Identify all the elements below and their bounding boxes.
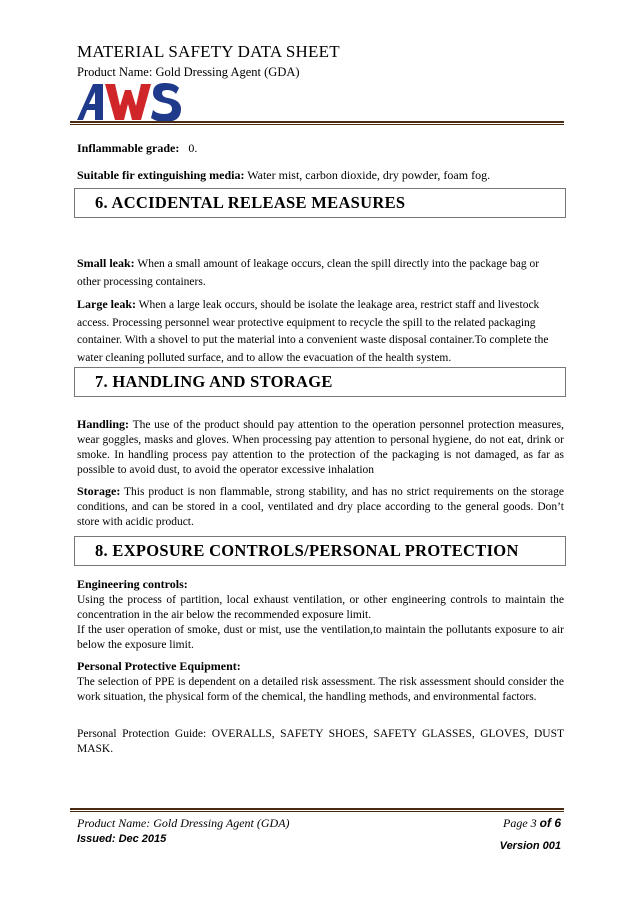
storage-paragraph <box>77 484 564 530</box>
extinguishing-media-label: Suitable fir extinguishing media: <box>77 168 245 182</box>
footer-page-prefix: Page 3 <box>503 816 537 830</box>
footer-version: Version 001 <box>499 840 561 852</box>
small-leak-label: Small leak: <box>77 256 135 270</box>
engineering-controls-block <box>77 577 564 653</box>
footer-rule <box>70 808 564 810</box>
section-6-heading <box>74 188 566 218</box>
engineering-controls-text-1: Using the process of partition, local exhaust ventilation, or other engineering controls to maintain the concentration in the air below the recommended exposure limit. <box>77 594 564 621</box>
footer-rule-thin <box>70 811 564 812</box>
small-leak-paragraph <box>77 255 564 291</box>
large-leak-text: When a large leak occurs, should be isolate the leakage area, restrict staff and livestock access. Processing personnel wear protective equipment to recycle the spill to the related packaging container. With a shovel to put the material into a convenient waste disposal container.To complete the water cleaning polluted surface, and to allow the evacuation of the health system. <box>77 299 549 364</box>
footer-page-suffix: of 6 <box>539 816 561 830</box>
document-title: MATERIAL SAFETY DATA SHEET <box>77 42 340 61</box>
footer-issued-date: Issued: Dec 2015 <box>77 833 167 845</box>
extinguishing-media-value: Water mist, carbon dioxide, dry powder, foam fog. <box>247 168 491 182</box>
section-6-title: 6. ACCIDENTAL RELEASE MEASURES <box>95 193 406 212</box>
header-rule-thin <box>70 124 564 125</box>
protection-guide: Personal Protection Guide: OVERALLS, SAFETY SHOES, SAFETY GLASSES, GLOVES, DUST MASK. <box>77 728 564 755</box>
engineering-controls-label: Engineering controls: <box>77 577 188 591</box>
engineering-controls-text-2: If the user operation of smoke, dust or mist, use the ventilation,to maintain the pollutants exposure to air below the exposure limit. <box>77 624 564 651</box>
small-leak-text: When a small amount of leakage occurs, clean the spill directly into the package bag or other processing containers. <box>77 258 540 288</box>
section-8-title: 8. EXPOSURE CONTROLS/PERSONAL PROTECTION <box>95 541 519 560</box>
section-8-heading <box>74 536 566 566</box>
ppe-label: Personal Protective Equipment: <box>77 659 241 673</box>
header-product-name: Product Name: Gold Dressing Agent (GDA) <box>77 65 300 79</box>
inflammable-grade-line <box>77 140 561 157</box>
handling-paragraph <box>77 417 564 478</box>
storage-label: Storage: <box>77 484 121 498</box>
aws-logo <box>75 80 185 125</box>
extinguishing-media-line <box>77 167 561 184</box>
large-leak-paragraph <box>77 296 564 367</box>
handling-label: Handling: <box>77 417 130 431</box>
footer-product-name: Product Name: Gold Dressing Agent (GDA) <box>77 816 290 830</box>
footer-page-number <box>503 816 561 831</box>
section-7-heading <box>74 367 566 397</box>
ppe-block <box>77 659 564 705</box>
handling-text: The use of the product should pay attention to the operation personnel protection measures, wear goggles, masks and gloves. When processing pay attention to personal hygiene, do not eat, drink or smoke. In handling process pay attention to the protection of the packaging is not damaged, as far as possible to avoid dust, to avoid the operator excessive inhalation <box>77 419 564 476</box>
large-leak-label: Large leak: <box>77 297 136 311</box>
header-rule <box>70 121 564 123</box>
storage-text: This product is non flammable, strong stability, and has no strict requirements on the storage conditions, and can be stored in a cool, ventilated and dry place according to the general goods. Don’t store with acidic product. <box>77 486 564 528</box>
inflammable-grade-value: 0. <box>188 141 198 155</box>
ppe-text: The selection of PPE is dependent on a detailed risk assessment. The risk assessment should consider the work situation, the physical form of the chemical, the handling methods, and environmental factors. <box>77 676 564 703</box>
inflammable-grade-label: Inflammable grade: <box>77 141 180 155</box>
section-7-title: 7. HANDLING AND STORAGE <box>95 372 333 391</box>
